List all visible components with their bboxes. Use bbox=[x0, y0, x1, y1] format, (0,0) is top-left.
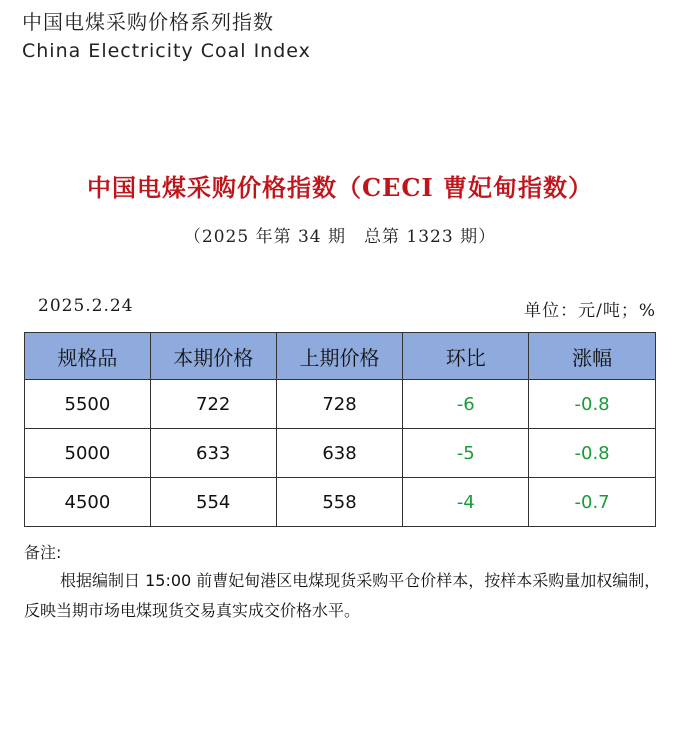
table-row bbox=[25, 429, 656, 478]
cell-current-price: 554 bbox=[150, 478, 276, 527]
column-header-grade: 规格品 bbox=[25, 333, 151, 380]
column-header-change: 环比 bbox=[403, 333, 529, 380]
cell-previous-price: 558 bbox=[276, 478, 403, 527]
cell-change: -5 bbox=[403, 429, 529, 478]
cell-grade: 4500 bbox=[25, 478, 151, 527]
cell-grade: 5500 bbox=[25, 380, 151, 429]
cell-change-pct: -0.8 bbox=[529, 380, 656, 429]
column-header-change-pct: 涨幅 bbox=[529, 333, 656, 380]
column-header-current-price: 本期价格 bbox=[150, 333, 276, 380]
unit-label: 单位：元/吨；% bbox=[524, 301, 656, 321]
cell-current-price: 722 bbox=[150, 380, 276, 429]
index-series-title: 中国电煤采购价格系列指数 bbox=[22, 10, 274, 34]
report-date: 2025.2.24 bbox=[38, 296, 134, 316]
notes-label: 备注: bbox=[24, 543, 62, 562]
cell-current-price: 633 bbox=[150, 429, 276, 478]
table-header-row bbox=[25, 333, 656, 380]
cell-change-pct: -0.7 bbox=[529, 478, 656, 527]
issue-number: （2025 年第 34 期 总第 1323 期） bbox=[183, 227, 497, 247]
cell-grade: 5000 bbox=[25, 429, 151, 478]
cell-previous-price: 728 bbox=[276, 380, 403, 429]
index-series-title-en: China Electricity Coal Index bbox=[22, 40, 311, 62]
notes-text: 根据编制日 15:00 前曹妃甸港区电煤现货采购平仓价样本，按样本采购量加权编制，反映当期市场电煤现货交易真实成交价格水平。 bbox=[24, 571, 661, 620]
column-header-previous-price: 上期价格 bbox=[276, 333, 403, 380]
cell-change: -4 bbox=[403, 478, 529, 527]
cell-previous-price: 638 bbox=[276, 429, 403, 478]
price-table bbox=[24, 332, 656, 527]
table-row bbox=[25, 478, 656, 527]
table-row bbox=[25, 380, 656, 429]
cell-change-pct: -0.8 bbox=[529, 429, 656, 478]
cell-change: -6 bbox=[403, 380, 529, 429]
report-title: 中国电煤采购价格指数（CECI 曹妃甸指数） bbox=[86, 173, 594, 202]
